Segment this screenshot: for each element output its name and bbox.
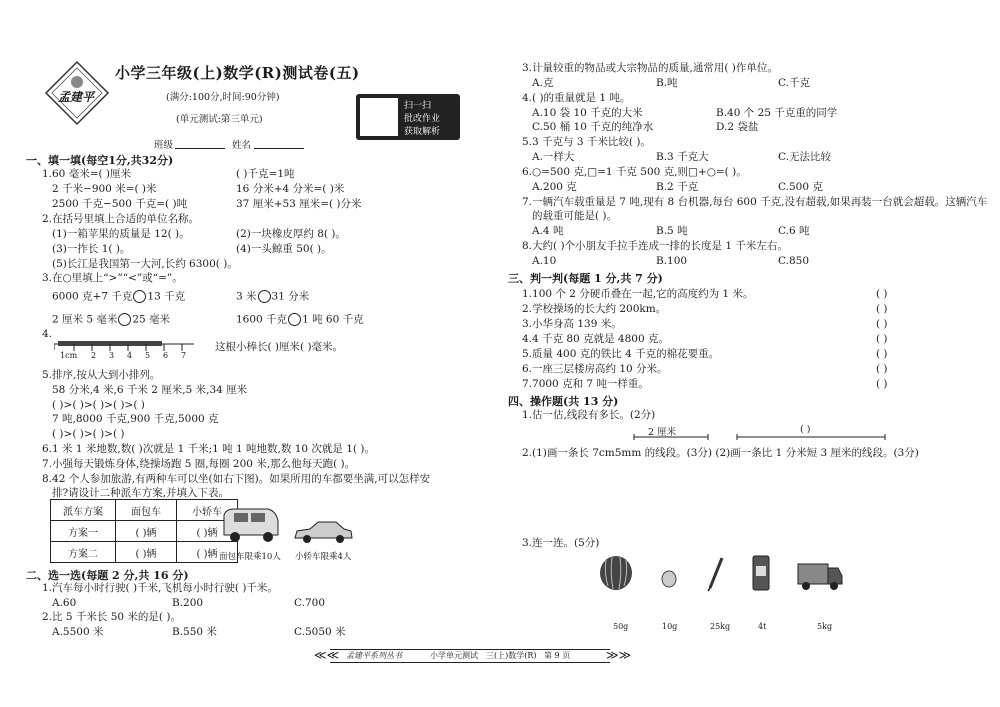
weight-label-5: 5kg <box>817 622 833 631</box>
c5: 5.3 千克与 3 千米比较( )。 <box>522 136 651 148</box>
car-image <box>292 518 354 546</box>
segment-2-label[interactable]: ( ) <box>800 424 811 435</box>
q3a-left: 6000 克+7 千克 <box>52 290 133 303</box>
pencil-image <box>706 556 726 592</box>
exam-subtitle: (满分:100分,时间:90分钟) <box>166 92 280 103</box>
logo-text: 孟建平 <box>58 90 95 104</box>
qr-code-icon <box>360 98 398 136</box>
c5-option-c[interactable]: C.无法比较 <box>778 151 831 163</box>
c3-option-b[interactable]: B.吨 <box>656 77 678 89</box>
table-row <box>51 542 238 563</box>
qr-line-2: 批改作业 <box>404 114 441 124</box>
q1e: 2500 千克−500 千克=( )吨 <box>52 198 188 210</box>
judge-item-2: 2.学校操场的长大约 200km。 <box>522 303 667 315</box>
table-cell: 方案一 <box>51 521 116 542</box>
table-header: 小轿车 <box>177 500 238 521</box>
unit-label: (单元测试:第三单元) <box>176 114 263 125</box>
q2b: (2)一块橡皮厚约 8( )。 <box>236 228 346 240</box>
van-image <box>218 505 282 547</box>
q8b: 排?请设计二种派车方案,并填入下表。 <box>52 487 229 499</box>
page-title: 小学三年级(上)数学(R)测试卷(五) <box>115 64 360 82</box>
judge-answer-7[interactable]: ( ) <box>876 378 888 390</box>
judge-answer-5[interactable]: ( ) <box>876 348 888 360</box>
c2-option-b[interactable]: B.550 米 <box>172 626 217 638</box>
c6-option-c[interactable]: C.500 克 <box>778 181 823 193</box>
judge-item-4: 4.4 千克 80 克就是 4800 克。 <box>522 333 669 345</box>
q3b-left: 3 米 <box>236 290 257 303</box>
judge-item-1: 1.100 个 2 分硬币叠在一起,它的高度约为 1 米。 <box>522 288 754 300</box>
q4-text: 这根小棒长( )厘米( )毫米。 <box>215 341 344 353</box>
weight-label-2: 10g <box>662 622 678 631</box>
table-row <box>51 521 238 542</box>
q3c <box>52 313 170 327</box>
name-blank[interactable] <box>254 148 304 149</box>
q2a: (1)一箱苹果的质量是 12( )。 <box>52 228 190 240</box>
footer-page <box>544 650 570 661</box>
egg-image <box>660 570 678 588</box>
q1a: 60 毫米=( )厘米 <box>52 168 132 180</box>
q8: 8.42 个人参加旅游,有两种车可以坐(如右下图)。如果所用的车都要坐满,可以怎样安 <box>42 473 431 485</box>
q2: 2.在括号里填上合适的单位名称。 <box>42 213 200 225</box>
rice-bag-image <box>751 554 771 592</box>
page-prefix: 第 <box>544 651 552 660</box>
q3a-right: 13 千克 <box>147 290 186 303</box>
q5b-blanks[interactable]: ( )>( )>( )>( ) <box>52 428 125 440</box>
c7b: 的载重可能是( )。 <box>532 210 618 222</box>
judge-answer-6[interactable]: ( ) <box>876 363 888 375</box>
compare-circle[interactable] <box>118 313 131 326</box>
o1: 1.估一估,线段有多长。(2分) <box>522 409 656 421</box>
c1-option-a[interactable]: A.60 <box>52 597 77 609</box>
class-blank[interactable] <box>175 148 225 149</box>
c1-option-c[interactable]: C.700 <box>294 597 326 609</box>
q1d: 16 分米+4 分米=( )米 <box>236 183 345 195</box>
ruler-label-7: 7 <box>181 351 187 360</box>
q1f: 37 厘米+53 厘米=( )分米 <box>236 198 362 210</box>
van-caption: 面包车限乘10人 <box>219 552 281 562</box>
table-cell[interactable]: ( )辆 <box>177 521 238 542</box>
q3d-right: 1 吨 60 千克 <box>302 313 364 326</box>
judge-answer-1[interactable]: ( ) <box>876 288 888 300</box>
weight-label-1: 50g <box>613 622 629 631</box>
q2d: (4)一头鲸重 50( )。 <box>236 243 332 255</box>
class-label: 班级 <box>154 140 174 151</box>
page-suffix: 页 <box>562 651 571 660</box>
ruler-label-4: 4 <box>127 351 133 360</box>
c7-option-c[interactable]: C.6 吨 <box>778 225 810 237</box>
c4-option-c[interactable]: C.50 桶 10 千克的纯净水 <box>532 121 654 133</box>
c5-option-a[interactable]: A.一样大 <box>532 151 575 163</box>
c7-option-b[interactable]: B.5 吨 <box>656 225 688 237</box>
q5a-blanks[interactable]: ( )>( )>( )>( )>( ) <box>52 399 145 411</box>
qr-line-1: 扫一扫 <box>404 101 432 111</box>
footer-series: 孟建平系列丛书 <box>346 651 402 660</box>
compare-circle[interactable] <box>258 290 271 303</box>
q5: 5.排序,按从大到小排列。 <box>42 369 161 381</box>
c5-option-b[interactable]: B.3 千克大 <box>656 151 709 163</box>
o2: 2.(1)画一条长 7cm5mm 的线段。(3分) (2)画一条比 1 分米短 3 厘米的线段。(3分) <box>522 447 919 459</box>
section-2-heading: 二、选一选(每题 2 分,共 16 分) <box>26 569 189 582</box>
c6-option-b[interactable]: B.2 千克 <box>656 181 699 193</box>
o3: 3.连一连。(5分) <box>522 537 600 549</box>
compare-circle[interactable] <box>288 313 301 326</box>
weight-label-3: 25kg <box>710 622 731 631</box>
q2c: (3)一拃长 1( )。 <box>52 243 131 255</box>
c3: 3.计量较重的物品或大宗物品的质量,通常用( )作单位。 <box>522 62 778 74</box>
c7: 7.一辆汽车载重量是 7 吨,现有 8 台机器,每台 600 千克,没有超载,如果再装一台就会超载。这辆汽车 <box>522 196 988 208</box>
c8-option-a[interactable]: A.10 <box>532 255 557 267</box>
dispatch-plan-table <box>50 499 238 563</box>
name-label: 姓名 <box>232 140 252 151</box>
q3b-right: 31 分米 <box>271 290 310 303</box>
c4-option-d[interactable]: D.2 袋盐 <box>716 121 759 133</box>
c3-option-a[interactable]: A.克 <box>532 77 554 89</box>
c2: 2.比 5 千米长 50 米的是( )。 <box>42 611 181 623</box>
c7-option-a[interactable]: A.4 吨 <box>532 225 564 237</box>
footer-right-arrows-icon: ≫≫ <box>606 648 632 662</box>
section-1-heading: 一、填一填(每空1分,共32分) <box>26 154 174 167</box>
c2-option-c[interactable]: C.5050 米 <box>294 626 346 638</box>
segment-1 <box>633 434 709 440</box>
q3b <box>236 290 309 304</box>
section-4-heading: 四、操作题(共 13 分) <box>508 395 619 408</box>
q1c: 2 千米−900 米=( )米 <box>52 183 157 195</box>
weight-label-4: 4t <box>758 622 767 631</box>
c8-option-b[interactable]: B.100 <box>656 255 688 267</box>
judge-answer-4[interactable]: ( ) <box>876 333 888 345</box>
table-header-row <box>51 500 238 521</box>
c1: 1.汽车每小时行驶( )千米,飞机每小时行驶( )千米。 <box>42 582 278 594</box>
footer-book: 小学单元测试 <box>430 651 478 660</box>
page-number: 9 <box>554 651 560 660</box>
c4: 4.( )的重量就是 1 吨。 <box>522 92 631 104</box>
ruler-label-3: 3 <box>109 351 115 360</box>
q3d-left: 1600 千克 <box>236 313 288 326</box>
ruler-label-1: 1cm <box>60 351 78 360</box>
q5a: 58 分米,4 米,6 千米 2 厘米,5 米,34 厘米 <box>52 384 248 396</box>
truck-image <box>796 556 844 592</box>
ruler-label-5: 5 <box>145 351 151 360</box>
q1b: ( )千克=1吨 <box>236 168 295 180</box>
c3-option-c[interactable]: C.千克 <box>778 77 810 89</box>
footer-left-arrows-icon: ≪≪ <box>314 648 340 662</box>
c8: 8.大约( )个小朋友手拉手连成一排的长度是 1 千米左右。 <box>522 240 788 252</box>
segment-1-label: 2 厘米 <box>648 427 677 438</box>
qr-line-3: 获取解析 <box>404 127 441 137</box>
c6-option-a[interactable]: A.200 克 <box>532 181 577 193</box>
c6: 6.○=500 克,□=1 千克 500 克,则□+○=( )。 <box>522 166 747 178</box>
watermelon-image <box>598 552 634 592</box>
judge-answer-3[interactable]: ( ) <box>876 318 888 330</box>
ruler-label-2: 2 <box>91 351 97 360</box>
qr-code-badge[interactable] <box>356 94 460 140</box>
q5b: 7 吨,8000 千克,900 千克,5000 克 <box>52 413 219 425</box>
table-cell: 方案二 <box>51 542 116 563</box>
c2-option-a[interactable]: A.5500 米 <box>52 626 104 638</box>
judge-item-5: 5.质量 400 克的铁比 4 千克的棉花要重。 <box>522 348 720 360</box>
c4-option-b[interactable]: B.40 个 25 千克重的同学 <box>716 107 838 119</box>
q3a <box>52 290 185 304</box>
q1-label: 1. <box>42 168 53 180</box>
compare-circle[interactable] <box>133 290 146 303</box>
q3d <box>236 313 364 327</box>
judge-item-7: 7.7000 克和 7 吨一样重。 <box>522 378 649 390</box>
q2e: (5)长江是我国第一大河,长约 6300( )。 <box>52 258 238 270</box>
table-header: 面包车 <box>116 500 177 521</box>
section-3-heading: 三、判一判(每题 1 分,共 7 分) <box>508 272 663 285</box>
judge-item-6: 6.一座三层楼房高约 10 分米。 <box>522 363 668 375</box>
q7: 7.小强每天锻炼身体,绕操场跑 5 圈,每圈 200 米,那么他每天跑( )。 <box>42 458 356 470</box>
q6: 6.1 米 1 米地数,数( )次就是 1 千米;1 吨 1 吨地数,数 10 次就是 1( )。 <box>42 443 375 455</box>
car-caption: 小轿车限乘4人 <box>295 552 352 562</box>
c4-option-a[interactable]: A.10 袋 10 千克的大米 <box>532 107 643 119</box>
ruler-label-6: 6 <box>163 351 169 360</box>
q3c-left: 2 厘米 5 毫米 <box>52 313 118 326</box>
table-cell[interactable]: ( )辆 <box>177 542 238 563</box>
table-cell[interactable]: ( )辆 <box>116 542 177 563</box>
judge-item-3: 3.小华身高 139 米。 <box>522 318 622 330</box>
q3c-right: 25 毫米 <box>132 313 171 326</box>
table-header: 派车方案 <box>51 500 116 521</box>
q3: 3.在○里填上“>”“<”或“=”。 <box>42 272 183 284</box>
judge-answer-2[interactable]: ( ) <box>876 303 888 315</box>
c1-option-b[interactable]: B.200 <box>172 597 204 609</box>
footer-grade: 三(上)数学(R) <box>486 651 537 660</box>
table-cell[interactable]: ( )辆 <box>116 521 177 542</box>
q4-label: 4. <box>42 328 53 340</box>
c8-option-c[interactable]: C.850 <box>778 255 810 267</box>
segment-2 <box>736 434 886 440</box>
